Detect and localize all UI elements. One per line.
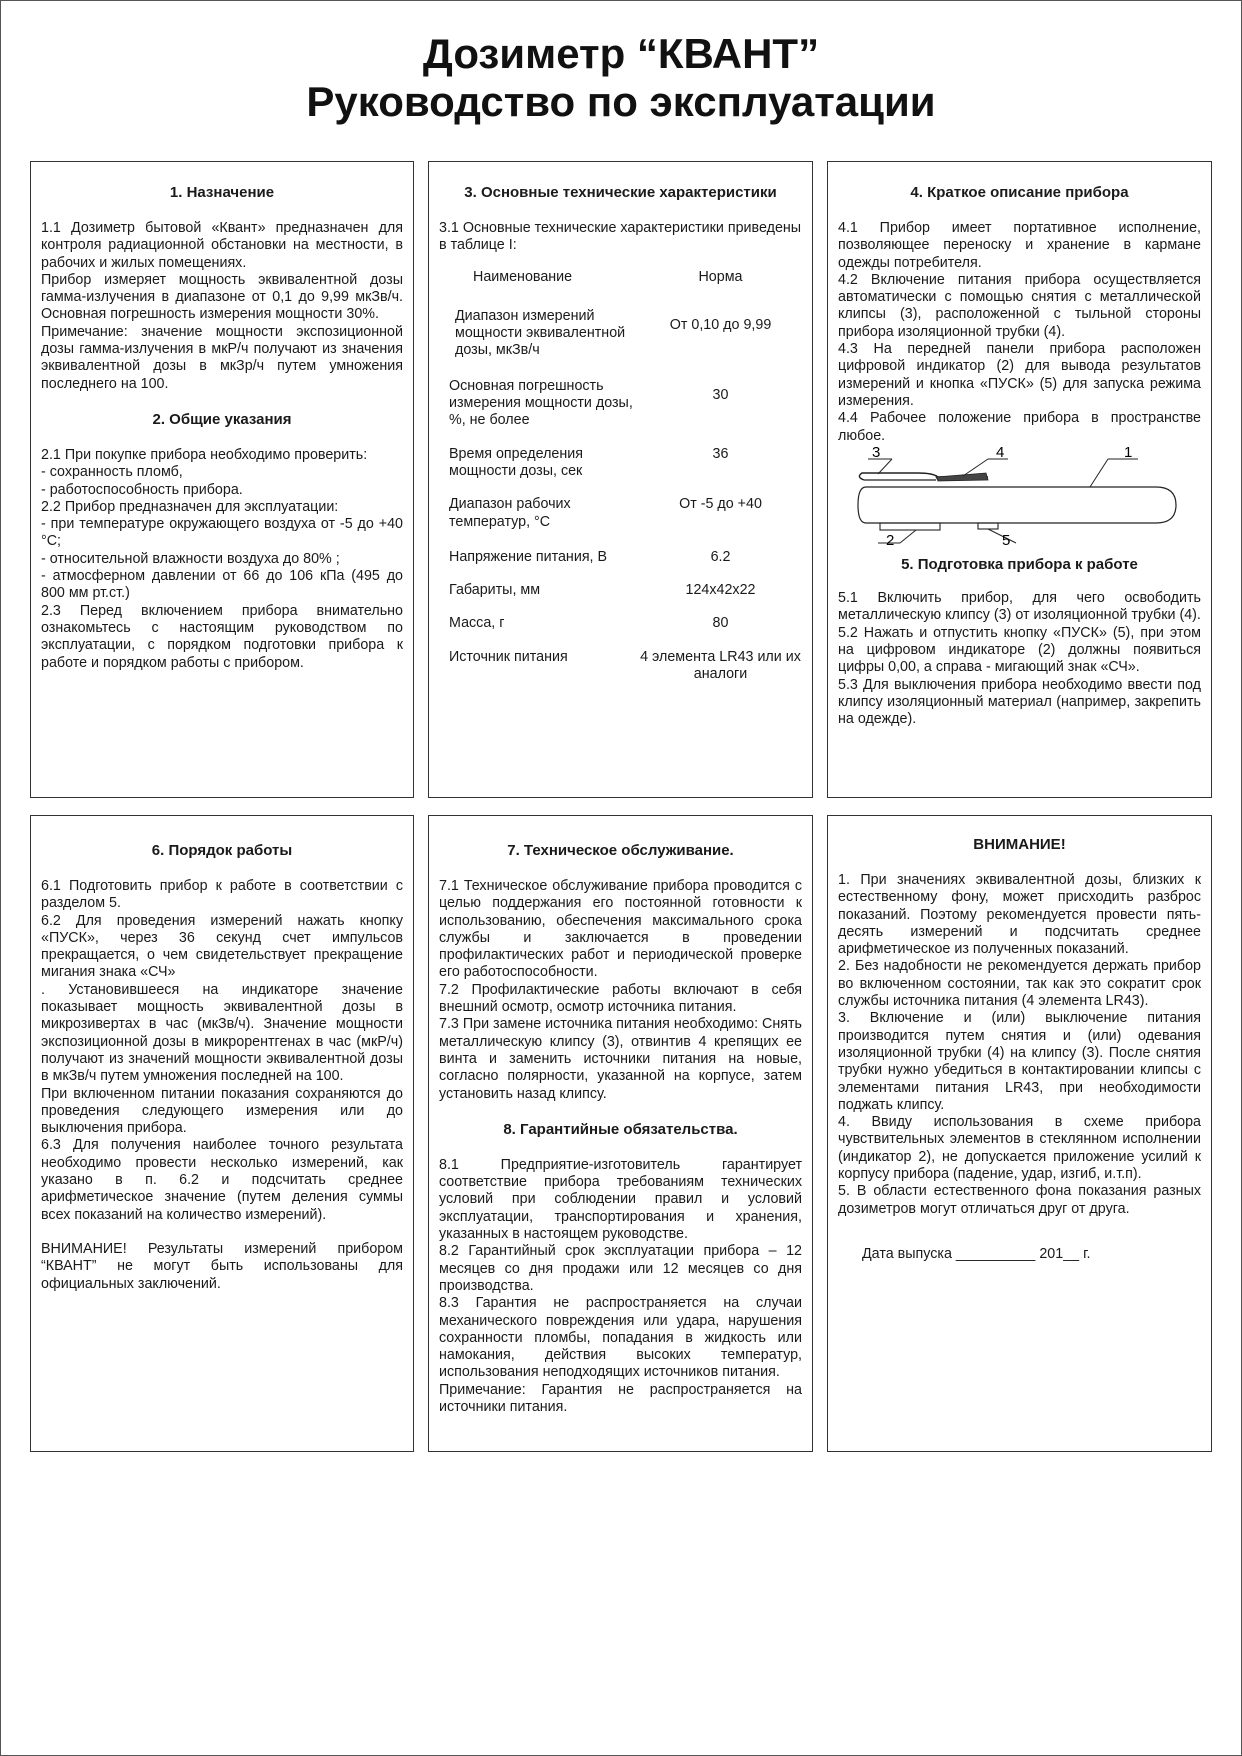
section-1-p1: 1.1 Дозиметр бытовой «Квант» предназначен для контроля радиационной обстановки на местности, в рабочих и жилых помещениях.: [41, 220, 403, 271]
attention-line: 2. Без надобности не рекомендуется держать прибор во включенном состоянии, так как это сократит срок службы источника питания (4 элемента LR43).: [838, 958, 1201, 1010]
diagram-label: 5: [1002, 531, 1011, 547]
section-7-line: 7.3 При замене источника питания необходимо: Снять металлическую клипсу (3), отвинтив 4 крепящих ее винта и заменить источники питания на новые, согласно полярности, указанной на корпусе, затем установить назад клипсу.: [439, 1016, 802, 1102]
spec-name: Масса, г: [449, 615, 505, 632]
section-1-p2: Прибор измеряет мощность эквивалентной дозы гамма-излучения в диапазоне от 0,1 до 9,99 мкЗв/ч. Основная погрешность измерения мощности 30%.: [41, 271, 403, 323]
diagram-label: 1: [1124, 446, 1133, 461]
spec-value: 6.2: [710, 548, 731, 565]
section-6-line: 6.2 Для проведения измерений нажать кнопку «ПУСК», через 36 секунд счет импульсов прекращается, о чем свидетельствует прекращение мигания знака «СЧ»: [41, 912, 403, 981]
section-8-line: Примечание: Гарантия не распространяется на источники питания.: [439, 1381, 802, 1416]
section-2-heading: 2. Общие указания: [152, 410, 292, 428]
spec-value: 30: [712, 386, 729, 403]
spec-name: Диапазон измерений мощности эквивалентной дозы, мкЗв/ч: [455, 307, 626, 359]
section-2-line: - сохранность пломб,: [41, 464, 183, 481]
section-7-heading: 7. Техническое обслуживание.: [507, 842, 734, 859]
spacer: [41, 1224, 403, 1241]
section-2-line: 2.3 Перед включением прибора внимательно ознакомьтесь с настоящим руководством по эксплуатации, с порядком подготовки прибора к работе и порядком работы с прибором.: [41, 602, 403, 671]
section-2-line: - работоспособность прибора.: [41, 481, 243, 498]
box-section-7-8: [428, 815, 813, 1452]
page-title: [0, 30, 1242, 126]
diagram-label: 4: [996, 446, 1005, 461]
spec-name: Основная погрешность измерения мощности дозы, %, не более: [449, 377, 633, 429]
title-line-1: Дозиметр “КВАНТ”: [422, 30, 820, 77]
section-6-line: . Установившееся на индикаторе значение показывает мощность эквивалентной дозы в микрозивертах в час (мкЗв/ч). Значение мощности экспозиционной дозы в микрорентгенах в час (мкР/ч) получают из значений мощности эквивалентной дозы в мкЗв/ч путем умножения последней на 100.: [41, 981, 403, 1085]
section-6-line: При включенном питании показания сохраняются до проведения следующего измерения или до выключения прибора.: [41, 1085, 403, 1137]
spec-col-name: Наименование: [473, 268, 573, 285]
spec-row: [439, 496, 802, 531]
spec-name: Источник питания: [449, 648, 568, 665]
section-5-line: 5.2 Нажать и отпустить кнопку «ПУСК» (5), при этом на цифровом индикаторе (2) должны появиться цифры 0,00, а справа - мигающий знак «СЧ».: [838, 624, 1201, 676]
spec-row: [439, 308, 802, 360]
section-4-line: 4.4 Рабочее положение прибора в пространстве любое.: [838, 410, 1201, 444]
spec-name: Диапазон рабочих температур, °С: [449, 496, 571, 530]
section-6-warning: ВНИМАНИЕ! Результаты измерений прибором “КВАНТ” не могут быть использованы для официальных заключений.: [41, 1240, 403, 1292]
spec-value: 4 элемента LR43 или их аналоги: [640, 648, 801, 683]
attention-heading: ВНИМАНИЕ!: [973, 836, 1066, 853]
leader-3b: [878, 459, 892, 474]
section-3-intro: 3.1 Основные технические характеристики приведены в таблице I:: [439, 220, 802, 254]
section-4-line: 4.3 На передней панели прибора расположен цифровой индикатор (2) для вывода результатов измерений и кнопка «ПУСК» (5) для запуска режима измерения.: [838, 341, 1201, 409]
spec-row: [439, 378, 802, 430]
box-section-6: [30, 815, 414, 1452]
spec-name: Габариты, мм: [449, 582, 541, 599]
box-attention: [827, 815, 1212, 1452]
title-line-2: Руководство по эксплуатации: [306, 78, 936, 125]
section-6-line: 6.1 Подготовить прибор к работе в соответствии с разделом 5.: [41, 878, 403, 912]
spec-row: [439, 446, 802, 481]
section-2-line: - при температуре окружающего воздуха от -5 до +40 °С;: [41, 516, 403, 550]
attention-line: 5. В области естественного фона показания разных дозиметров могут отличаться друг от друга.: [838, 1183, 1201, 1217]
device-diagram-svg: [838, 447, 1202, 547]
device-diagram: [838, 447, 1201, 552]
section-7-line: 7.1 Техническое обслуживание прибора проводится с целью поддержания его постоянной готовности к использованию, обеспечения максимального срока службы и заключается в проведении профилактических работ и периодической проверке его работоспособности.: [439, 878, 802, 981]
device-button: [978, 523, 998, 529]
section-4-line: 4.2 Включение питания прибора осуществляется автоматически с помощью снятия с металлической клипсы (3), расположенной с тыльной стороны прибора изоляционной трубки (4).: [838, 271, 1201, 340]
section-2-line: 2.1 При покупке прибора необходимо проверить:: [41, 446, 368, 463]
spec-col-norm: Норма: [698, 268, 743, 285]
diagram-label: 3: [872, 446, 881, 461]
spec-name: Время определения мощности дозы, сек: [449, 445, 583, 479]
section-4-line: 4.1 Прибор имеет портативное исполнение, позволяющее переноску и хранение в кармане одежды потребителя.: [838, 220, 1201, 271]
box-section-4-5: [827, 161, 1212, 798]
spec-row: [439, 549, 802, 566]
box-section-3: [428, 161, 813, 798]
section-5-line: 5.3 Для выключения прибора необходимо ввести под клипсу изоляционный материал (например, закрепить на одежде).: [838, 676, 1201, 728]
device-indicator: [880, 523, 940, 530]
spec-table-header: [439, 269, 802, 286]
spec-value: От -5 до +40: [679, 496, 762, 513]
section-1-heading: 1. Назначение: [169, 184, 275, 201]
section-6-heading: 6. Порядок работы: [151, 842, 293, 859]
section-7-line: 7.2 Профилактические работы включают в себя внешний осмотр, осмотр источника питания.: [439, 981, 802, 1016]
spec-value: 80: [712, 615, 729, 632]
diagram-label: 2: [886, 531, 895, 547]
device-body: [858, 487, 1176, 523]
leader-1b: [1090, 459, 1108, 487]
section-2-line: - атмосферном давлении от 66 до 106 кПа (495 до 800 мм рт.ст.): [41, 568, 403, 602]
release-date: Дата выпуска __________ 201__ г.: [862, 1245, 1091, 1262]
section-8-line: 8.2 Гарантийный срок эксплуатации прибора – 12 месяцев со дня продажи или 12 месяцев со дня производства.: [439, 1243, 802, 1294]
device-tube: [936, 473, 988, 481]
section-4-heading: 4. Краткое описание прибора: [910, 184, 1129, 201]
section-2-line: 2.2 Прибор предназначен для эксплуатации:: [41, 498, 339, 515]
spec-value: От 0,10 до 9,99: [669, 316, 772, 333]
section-1-p3: Примечание: значение мощности экспозиционной дозы гамма-излучения в мкР/ч получают из значения эквивалентной дозы в мкЗр/ч путем умножения последнего на 100.: [41, 323, 403, 392]
attention-line: 1. При значениях эквивалентной дозы, близких к естественному фону, может присходить разброс показаний. Поэтому рекомендуется провести пять-десять измерений и подсчитать среднее арифметическое из полученных показаний.: [838, 872, 1201, 958]
attention-line: 3. Включение и (или) выключение питания производится путем снятия и (или) одевания изоляционной трубки (4) на клипсу (3). После снятия трубки нужно убедиться в контактировании клипсы с элементами питания LR43, при необходимости поджать клипсу.: [838, 1010, 1201, 1113]
spec-name: Напряжение питания, В: [449, 548, 608, 565]
leader-2b: [900, 530, 916, 543]
spec-value: 36: [712, 445, 729, 462]
section-3-heading: 3. Основные технические характеристики: [464, 184, 777, 201]
section-5-line: 5.1 Включить прибор, для чего освободить металлическую клипсу (3) от изоляционной трубки (4).: [838, 590, 1201, 624]
section-6-line: 6.3 Для получения наиболее точного результата необходимо провести несколько измерений, как указано в п. 6.2 и подсчитать среднее арифметическое значение (путем деления суммы всех показаний на количество измерений).: [41, 1137, 403, 1223]
spec-row: [439, 615, 802, 632]
spec-row: [439, 582, 802, 599]
section-8-heading: 8. Гарантийные обязательства.: [503, 1120, 738, 1138]
section-5-heading: 5. Подготовка прибора к работе: [901, 556, 1138, 574]
spec-table: [439, 269, 802, 684]
section-8-line: 8.3 Гарантия не распространяется на случаи механического повреждения или удара, нарушения сохранности пломбы, попадания в жидкость или намокания, действия высоких температур, использования неподходящих источников питания.: [439, 1295, 802, 1381]
attention-line: 4. Ввиду использования в схеме прибора чувствительных элементов в стеклянном исполнении (индикатор 2), не допускается приложение усилий к корпусу прибора (падение, удар, изгиб, и.т.п).: [838, 1114, 1201, 1183]
box-section-1-2: [30, 161, 414, 798]
spec-row: [439, 649, 802, 684]
spec-value: 124х42х22: [685, 582, 756, 599]
section-2-line: - относительной влажности воздуха до 80% ;: [41, 550, 340, 567]
section-8-line: 8.1 Предприятие-изготовитель гарантирует соответствие прибора требованиям технических условий при соблюдении правил и условий эксплуатации, транспортирования и хранения, указанных в настоящем руководстве.: [439, 1156, 802, 1243]
